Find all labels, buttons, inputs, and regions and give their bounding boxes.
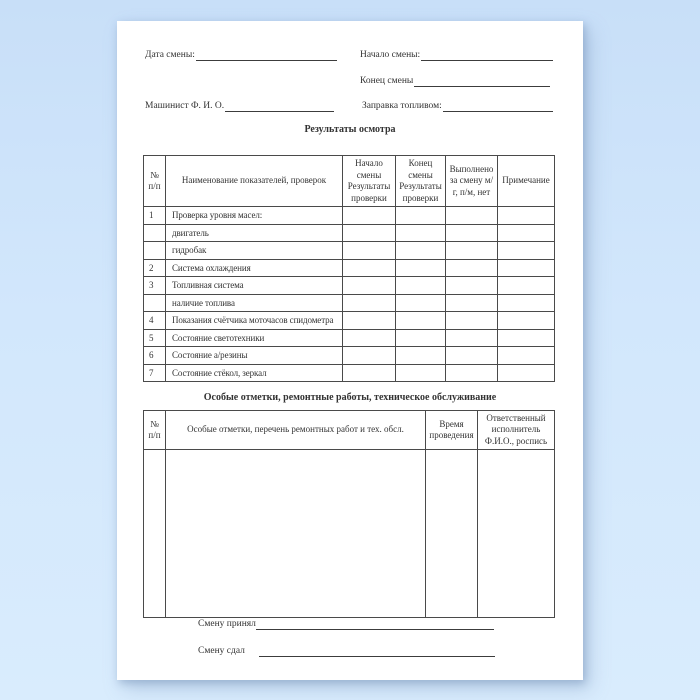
note-cell [498,277,555,295]
done-cell [446,207,498,225]
done-cell [446,364,498,382]
special-notes-cell [166,450,426,618]
table-row [144,224,555,242]
shift-end-blank-line [414,75,550,87]
result-start-cell [343,207,396,225]
header-shift-end-results: Конец смены Результаты проверки [396,156,446,207]
form-page [117,21,583,680]
result-start-cell [343,364,396,382]
inspection-results-title: Результаты осмотра [304,124,396,135]
done-cell [446,347,498,365]
row-number-cell: 6 [144,347,166,365]
row-name-cell: Состояние стёкол, зеркал [166,364,343,382]
header-row-number: № п/п [144,411,166,450]
machinist-blank-line [225,100,334,112]
header-special-notes: Особые отметки, перечень ремонтных работ и тех. обсл. [166,411,426,450]
inspection-table [143,155,555,382]
header-row-number: № п/п [144,156,166,207]
field-shift-start [360,49,553,61]
header-indicator-name: Наименование показателей, проверок [166,156,343,207]
row-number-cell [144,224,166,242]
special-notes-title: Особые отметки, ремонтные работы, техническое обслуживание [203,392,497,403]
row-number-cell [144,450,166,618]
responsible-cell [478,450,555,618]
table-row [144,347,555,365]
field-shift-accepted [198,618,494,630]
note-cell [498,364,555,382]
result-end-cell [396,242,446,260]
note-cell [498,294,555,312]
fuel-blank-line [443,100,553,112]
result-end-cell [396,364,446,382]
row-number-cell: 2 [144,259,166,277]
note-cell [498,312,555,330]
result-end-cell [396,224,446,242]
row-number-cell [144,242,166,260]
done-cell [446,259,498,277]
row-number-cell [144,294,166,312]
field-shift-end [360,75,550,87]
table-row [144,242,555,260]
shift-accepted-label: Смену принял [198,619,256,629]
row-number-cell: 7 [144,364,166,382]
field-shift-date [145,49,337,61]
result-start-cell [343,259,396,277]
machinist-label: Машинист Ф. И. О. [145,101,225,111]
result-start-cell [343,329,396,347]
row-name-cell: Состояние а/резины [166,347,343,365]
result-start-cell [343,277,396,295]
time-cell [426,450,478,618]
done-cell [446,294,498,312]
row-name-cell: Топливная система [166,277,343,295]
done-cell [446,329,498,347]
shift-date-blank-line [196,49,337,61]
result-start-cell [343,294,396,312]
row-name-cell: двигатель [166,224,343,242]
shift-date-label: Дата смены: [145,50,195,60]
table-row [144,294,555,312]
row-name-cell: гидробак [166,242,343,260]
done-cell [446,224,498,242]
result-start-cell [343,312,396,330]
note-cell [498,347,555,365]
header-responsible: Ответственный исполнитель Ф.И.О., роспись [478,411,555,450]
table-row [144,277,555,295]
done-cell [446,277,498,295]
fuel-label: Заправка топливом: [362,101,442,111]
row-number-cell: 1 [144,207,166,225]
field-fuel [362,100,553,112]
result-end-cell [396,259,446,277]
note-cell [498,259,555,277]
table-row [144,329,555,347]
result-start-cell [343,242,396,260]
header-shift-start-results: Начало смены Результаты проверки [343,156,396,207]
shift-handed-label: Смену сдал [198,646,245,656]
note-cell [498,207,555,225]
done-cell [446,312,498,330]
row-number-cell: 4 [144,312,166,330]
table-row [144,207,555,225]
table-row [144,450,555,618]
note-cell [498,329,555,347]
row-name-cell: Проверка уровня масел: [166,207,343,225]
result-end-cell [396,277,446,295]
result-start-cell [343,224,396,242]
note-cell [498,242,555,260]
table-row [144,312,555,330]
shift-end-label: Конец смены [360,76,414,86]
row-number-cell: 5 [144,329,166,347]
result-end-cell [396,294,446,312]
result-start-cell [343,347,396,365]
shift-accepted-blank-line [256,618,494,630]
shift-start-label: Начало смены: [360,50,421,60]
row-name-cell: наличие топлива [166,294,343,312]
result-end-cell [396,347,446,365]
shift-handed-blank-line [259,645,495,657]
row-name-cell: Показания счётчика моточасов спидометра [166,312,343,330]
special-notes-table [143,410,555,618]
row-name-cell: Система охлаждения [166,259,343,277]
field-machinist-name [145,100,334,112]
header-note: Примечание [498,156,555,207]
shift-start-blank-line [421,49,553,61]
result-end-cell [396,329,446,347]
header-time: Время проведения [426,411,478,450]
field-shift-handed [198,645,495,657]
special-notes-header-row [144,411,555,450]
row-number-cell: 3 [144,277,166,295]
note-cell [498,224,555,242]
done-cell [446,242,498,260]
result-end-cell [396,312,446,330]
table-row [144,364,555,382]
header-done-per-shift: Выполнено за смену м/г, п/м, нет [446,156,498,207]
result-end-cell [396,207,446,225]
inspection-table-header-row [144,156,555,207]
table-row [144,259,555,277]
row-name-cell: Состояние светотехники [166,329,343,347]
